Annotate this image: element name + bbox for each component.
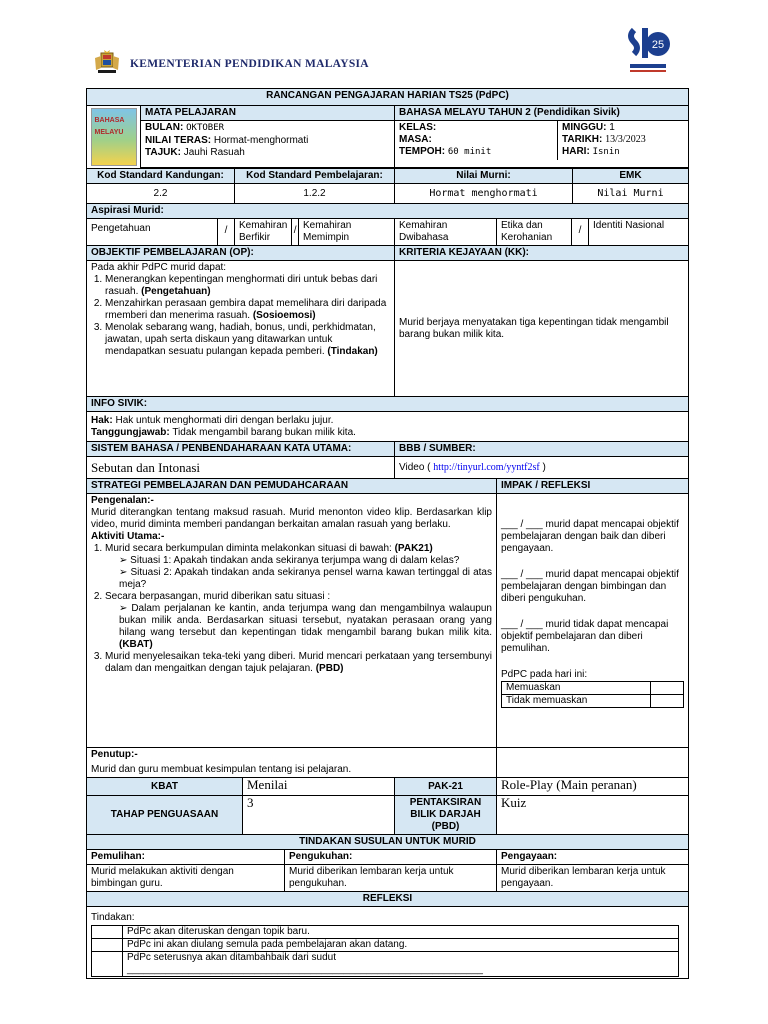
- criteria-label: KRITERIA KEJAYAAN (KK):: [395, 246, 689, 261]
- objective-item: 1. Menerangkan kepentingan menghormati diri untuk bebas dari rasuah. (Pengetahuan): [105, 274, 390, 298]
- rights-label: Hak:: [91, 415, 113, 426]
- aspiration-mark: /: [217, 219, 234, 245]
- ts25-logo-icon: [624, 22, 672, 82]
- reflection-checkbox[interactable]: [92, 952, 123, 977]
- pbd-value: Kuiz: [497, 796, 689, 835]
- closing-text: Murid dan guru membuat kesimpulan tentang isi pelajaran.: [91, 764, 352, 775]
- resource-prefix: Video (: [399, 461, 431, 473]
- topic-value: Jauhi Rasuah: [183, 147, 245, 158]
- day-value: Isnin: [592, 147, 620, 157]
- aspiration-thinking: Kemahiran Berfikir: [239, 220, 288, 243]
- mastery-level-value: 3: [243, 796, 395, 835]
- video-link[interactable]: http://tinyurl.com/yyntf2sf: [433, 461, 540, 473]
- values-value: Hormat menghormati: [395, 184, 573, 204]
- learning-standard-value: 1.2.2: [235, 184, 395, 204]
- activity-step: 3. Murid menyelesaikan teka-teki yang diberi. Murid mencari perkataan yang tersembunyi dalam dan mengaitkan dengan tajuk pelajaran. (PBD): [105, 651, 492, 675]
- content-standard-value: 2.2: [87, 184, 235, 204]
- subject-label: MATA PELAJARAN: [141, 106, 394, 121]
- resource-suffix: ): [542, 461, 546, 473]
- objectives-list: [91, 274, 390, 358]
- week-label: MINGGU:: [562, 122, 607, 133]
- situation-item: ➢ Dalam perjalanan ke kantin, anda terjumpa wang dan mengambilnya walaupun bukan milik anda. Berdasarkan situasi tersebut, nyatakan perasaan orang yang hilang wang tersebut dan kepentingan tidak mengambil barang bukan milik kita. (KBAT): [119, 603, 492, 651]
- learning-standard-label: Kod Standard Pembelajaran:: [235, 169, 395, 184]
- pbd-label: PENTAKSIRAN BILIK DARJAH (PBD): [395, 796, 497, 835]
- topic-label: TAJUK:: [145, 147, 181, 158]
- intro-label: Pengenalan:-: [91, 495, 154, 506]
- civic-label: INFO SIVIK:: [87, 397, 689, 412]
- duration-label: TEMPOH:: [399, 146, 446, 157]
- impact-remedial: ___ / ___ murid tidak dapat mencapai objektif pembelajaran dan diberi pemulihan.: [501, 619, 669, 654]
- activity-step: 1. Murid secara berkumpulan diminta melakonkan situasi di bawah: (PAK21) ➢ Situasi 1: Apakah tindakan anda sekiranya terjumpa wang di dalam kelas? ➢ Situasi 2: Apakah tindakan anda sekiranya pensel warna kawan tertinggal di atas meja?: [105, 543, 492, 591]
- resource-label: BBB / SUMBER:: [395, 442, 689, 457]
- reflection-label: REFLEKSI: [87, 892, 689, 907]
- pak-label: PAK-21: [395, 778, 497, 796]
- closing-label: Penutup:-: [91, 749, 138, 760]
- followup-col-reinforce: Pengukuhan:: [285, 850, 497, 865]
- situation-item: ➢ Situasi 1: Apakah tindakan anda sekiranya terjumpa wang di dalam kelas?: [119, 555, 492, 567]
- followup-text: Murid diberikan lembaran kerja untuk pengukuhan.: [285, 865, 497, 892]
- responsibility-label: Tanggungjawab:: [91, 427, 170, 438]
- reflection-option: PdPc seterusnya akan ditambahbaik dari sudut ________________________________________________________________: [123, 952, 679, 977]
- date-value: 13/3/2023: [605, 134, 646, 145]
- rating-checkbox[interactable]: [651, 682, 684, 695]
- situation-item: ➢ Situasi 2: Apakah tindakan anda sekiranya pensel warna kawan tertinggal di atas meja?: [119, 567, 492, 591]
- lesson-plan-table: [86, 88, 689, 979]
- aspiration-label: Aspirasi Murid:: [87, 204, 689, 219]
- week-value: 1: [609, 122, 615, 133]
- objective-item: 2. Menzahirkan perasaan gembira dapat memelihara diri daripada rmemberi dan menerima rasuah. (Sosioemosi): [105, 298, 390, 322]
- emk-label: EMK: [573, 169, 689, 184]
- followup-label: TINDAKAN SUSULAN UNTUK MURID: [87, 835, 689, 850]
- followup-col-enrich: Pengayaan:: [497, 850, 689, 865]
- aspiration-mark: /: [291, 219, 298, 245]
- followup-col-remedial: Pemulihan:: [87, 850, 285, 865]
- aspiration-leadership: Kemahiran Memimpin: [299, 219, 395, 246]
- today-label: PdPC pada hari ini:: [501, 669, 588, 680]
- objectives-intro: Pada akhir PdPC murid dapat:: [91, 262, 227, 273]
- aspiration-mark: /: [571, 219, 588, 245]
- aspiration-bilingual: Kemahiran Dwibahasa: [395, 219, 497, 246]
- date-label: TARIKH:: [562, 134, 603, 145]
- objective-item: 3. Menolak sebarang wang, hadiah, bonus, undi, perkhidmatan, jawatan, upah serta diskaun yang ditawarkan untuk mendapatkan sesuatu pulangan kepada pemberi. (Tindakan): [105, 322, 390, 358]
- duration-value: 60 minit: [447, 147, 492, 157]
- impact-guided: ___ / ___ murid dapat mencapai objektif pembelajaran dengan bimbingan dan diberi pengukuhan.: [501, 569, 679, 604]
- strategy-label: STRATEGI PEMBELAJARAN DAN PEMUDAHCARAAN: [87, 479, 497, 494]
- objectives-label: OBJEKTIF PEMBELAJARAN (OP):: [87, 246, 395, 261]
- rating-checkbox[interactable]: [651, 695, 684, 708]
- page-title: RANCANGAN PENGAJARAN HARIAN TS25 (PdPC): [87, 89, 689, 106]
- core-value-label: NILAI TERAS:: [145, 135, 212, 146]
- page-header: [86, 40, 686, 88]
- subject-value: BAHASA MELAYU TAHUN 2 (Pendidikan Sivik): [395, 106, 688, 121]
- values-label: Nilai Murni:: [395, 169, 573, 184]
- textbook-cover-image: BAHASA MELAYU: [91, 108, 137, 166]
- month-value: OKTOBER: [186, 123, 225, 133]
- followup-text: Murid diberikan lembaran kerja untuk pengayaan.: [497, 865, 689, 892]
- content-standard-label: Kod Standard Kandungan:: [87, 169, 235, 184]
- intro-text: Murid diterangkan tentang maksud rasuah. Murid menonton video klip. Berdasarkan klip video, murid diminta memberi pandangan berkaitan amalan rasuah yang berlaku.: [91, 507, 492, 530]
- rights-text: Hak untuk menghormati diri dengan berlaku jujur.: [115, 415, 334, 426]
- followup-text: Murid melakukan aktiviti dengan bimbingan guru.: [87, 865, 285, 892]
- mastery-level-label: TAHAP PENGUASAAN: [87, 796, 243, 835]
- malaysia-crest-icon: [92, 50, 122, 76]
- language-label: SISTEM BAHASA / PENBENDAHARAAN KATA UTAMA:: [87, 442, 395, 457]
- rating-option[interactable]: Memuaskan: [502, 682, 651, 695]
- main-activity-label: Aktiviti Utama:-: [91, 531, 165, 542]
- activity-step: 2. Secara berpasangan, murid diberikan satu situasi : ➢ Dalam perjalanan ke kantin, anda terjumpa wang dan mengambilnya walaupun bukan milik anda. Berdasarkan situasi tersebut, nyatakan perasaan orang yang hilang wang tersebut dan kepentingan tidak mengambil barang bukan milik kita. (KBAT): [105, 591, 492, 651]
- pak-value: Role-Play (Main peranan): [497, 778, 689, 796]
- class-label: KELAS:: [399, 122, 437, 133]
- kbat-value: Menilai: [243, 778, 395, 796]
- responsibility-text: Tidak mengambil barang bukan milik kita.: [172, 427, 356, 438]
- core-value-value: Hormat-menghormati: [213, 135, 309, 146]
- reflection-option: PdPc ini akan diulang semula pada pembelajaran akan datang.: [123, 939, 679, 952]
- day-label: HARI:: [562, 146, 590, 157]
- action-label: Tindakan:: [91, 912, 135, 923]
- ministry-name: KEMENTERIAN PENDIDIKAN MALAYSIA: [130, 58, 369, 70]
- reflection-option: PdPc akan diteruskan dengan topik baru.: [123, 926, 679, 939]
- impact-good: ___ / ___ murid dapat mencapai objektif pembelajaran dengan baik dan diberi pengayaan.: [501, 519, 679, 554]
- aspiration-identity: Identiti Nasional: [589, 219, 689, 246]
- month-label: BULAN:: [145, 122, 184, 133]
- emk-value: Nilai Murni: [573, 184, 689, 204]
- reflection-options-table: [91, 925, 679, 977]
- logo-number: 25: [651, 39, 665, 51]
- impact-label: IMPAK / REFLEKSI: [497, 479, 689, 494]
- time-label: MASA:: [399, 134, 432, 145]
- criteria-text: Murid berjaya menyatakan tiga kepentingan tidak mengambil barang bukan milik kita.: [395, 261, 689, 397]
- language-value: Sebutan dan Intonasi: [87, 457, 395, 479]
- today-rating-table: [501, 681, 684, 708]
- aspiration-knowledge: Pengetahuan: [91, 223, 151, 234]
- reflection-checkbox[interactable]: [92, 926, 123, 939]
- reflection-checkbox[interactable]: [92, 939, 123, 952]
- rating-option[interactable]: Tidak memuaskan: [502, 695, 651, 708]
- aspiration-ethics: Etika dan Kerohanian: [501, 220, 553, 243]
- kbat-label: KBAT: [87, 778, 243, 796]
